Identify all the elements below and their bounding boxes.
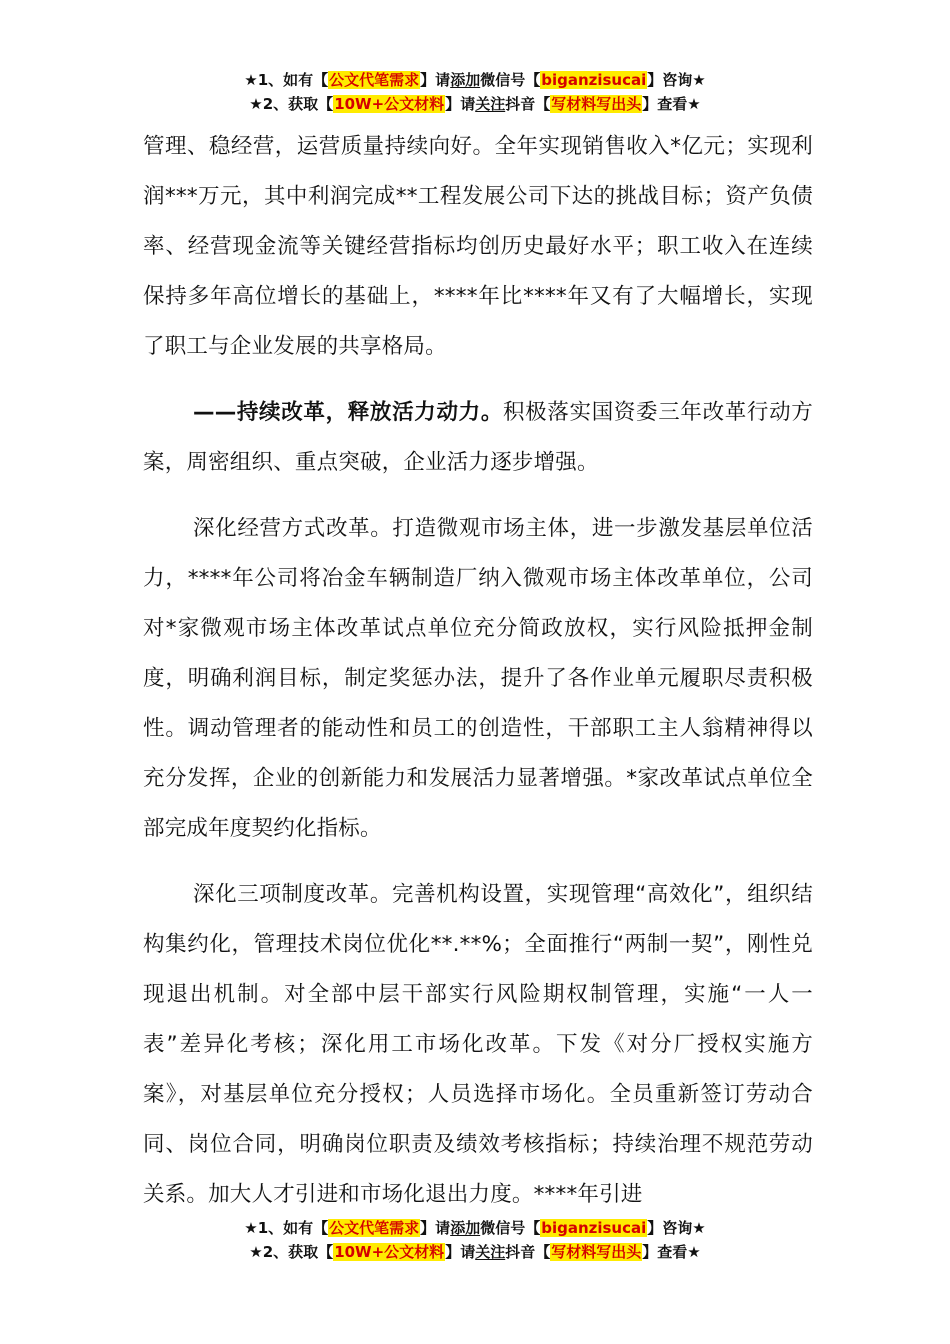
footer-banner bbox=[0, 1216, 950, 1264]
banner-text: ★1、如有【 bbox=[244, 1219, 329, 1237]
banner-highlight: biganzisucai bbox=[541, 1219, 647, 1237]
paragraph-2 bbox=[143, 388, 813, 488]
banner-highlight: 公文代笔需求 bbox=[329, 71, 420, 89]
banner-underlined-text: 添加 bbox=[450, 71, 481, 89]
banner-highlight: 10W+公文材料 bbox=[334, 95, 445, 113]
banner-line-2 bbox=[0, 92, 950, 116]
paragraph-4: 深化三项制度改革。完善机构设置，实现管理“高效化”，组织结构集约化，管理技术岗位优化**.**%；全面推行“两制一契”，刚性兑现退出机制。对全部中层干部实行风险期权制管理，实施“一人一表”差异化考核；深化用工市场化改革。下发《对分厂授权实施方案》，对基层单位充分授权；人员选择市场化。全员重新签订劳动合同、岗位合同，明确岗位职责及绩效考核指标；持续治理不规范劳动关系。加大人才引进和市场化退出力度。****年引进 bbox=[143, 882, 813, 1207]
header-banner bbox=[0, 68, 950, 116]
banner-underlined-text: 关注 bbox=[475, 1243, 506, 1261]
banner-highlight: 10W+公文材料 bbox=[334, 1243, 445, 1261]
banner-text: 】咨询★ bbox=[647, 71, 706, 89]
paragraph-2-text: 积极落实国资委三年改革行动方案，周密组织、重点突破，企业活力逐步增强。 bbox=[143, 400, 813, 475]
banner-text: 微信号【 bbox=[480, 71, 541, 89]
banner-text: 抖音【 bbox=[505, 1243, 551, 1261]
document-body bbox=[143, 122, 813, 1236]
section-heading: ——持续改革，释放活力动力。 bbox=[193, 400, 503, 425]
banner-underlined-text: 关注 bbox=[475, 95, 506, 113]
banner-line-1 bbox=[0, 68, 950, 92]
banner-line-1 bbox=[0, 1216, 950, 1240]
banner-text: 】请 bbox=[445, 95, 476, 113]
paragraph-1: 管理、稳经营，运营质量持续向好。全年实现销售收入*亿元；实现利润***万元，其中利润完成**工程发展公司下达的挑战目标；资产负债率、经营现金流等关键经营指标均创历史最好水平；职工收入在连续保持多年高位增长的基础上，****年比****年又有了大幅增长，实现了职工与企业发展的共享格局。 bbox=[143, 134, 813, 359]
banner-text: 】查看★ bbox=[642, 1243, 701, 1261]
banner-highlight: 写材料写出头 bbox=[551, 95, 642, 113]
banner-highlight: 写材料写出头 bbox=[551, 1243, 642, 1261]
banner-text: 抖音【 bbox=[505, 95, 551, 113]
banner-text: ★2、获取【 bbox=[249, 1243, 334, 1261]
banner-text: 微信号【 bbox=[480, 1219, 541, 1237]
banner-text: 】请 bbox=[445, 1243, 476, 1261]
banner-text: ★1、如有【 bbox=[244, 71, 329, 89]
banner-text: 】查看★ bbox=[642, 95, 701, 113]
banner-text: 】请 bbox=[420, 1219, 451, 1237]
banner-highlight: biganzisucai bbox=[541, 71, 647, 89]
banner-text: 】请 bbox=[420, 71, 451, 89]
banner-highlight: 公文代笔需求 bbox=[329, 1219, 420, 1237]
banner-text: 】咨询★ bbox=[647, 1219, 706, 1237]
paragraph-3: 深化经营方式改革。打造微观市场主体，进一步激发基层单位活力，****年公司将冶金车辆制造厂纳入微观市场主体改革单位，公司对*家微观市场主体改革试点单位充分简政放权，实行风险抵押金制度，明确利润目标，制定奖惩办法，提升了各作业单元履职尽责积极性。调动管理者的能动性和员工的创造性，干部职工主人翁精神得以充分发挥，企业的创新能力和发展活力显著增强。*家改革试点单位全部完成年度契约化指标。 bbox=[143, 516, 813, 841]
banner-underlined-text: 添加 bbox=[450, 1219, 481, 1237]
banner-text: ★2、获取【 bbox=[249, 95, 334, 113]
banner-line-2 bbox=[0, 1240, 950, 1264]
